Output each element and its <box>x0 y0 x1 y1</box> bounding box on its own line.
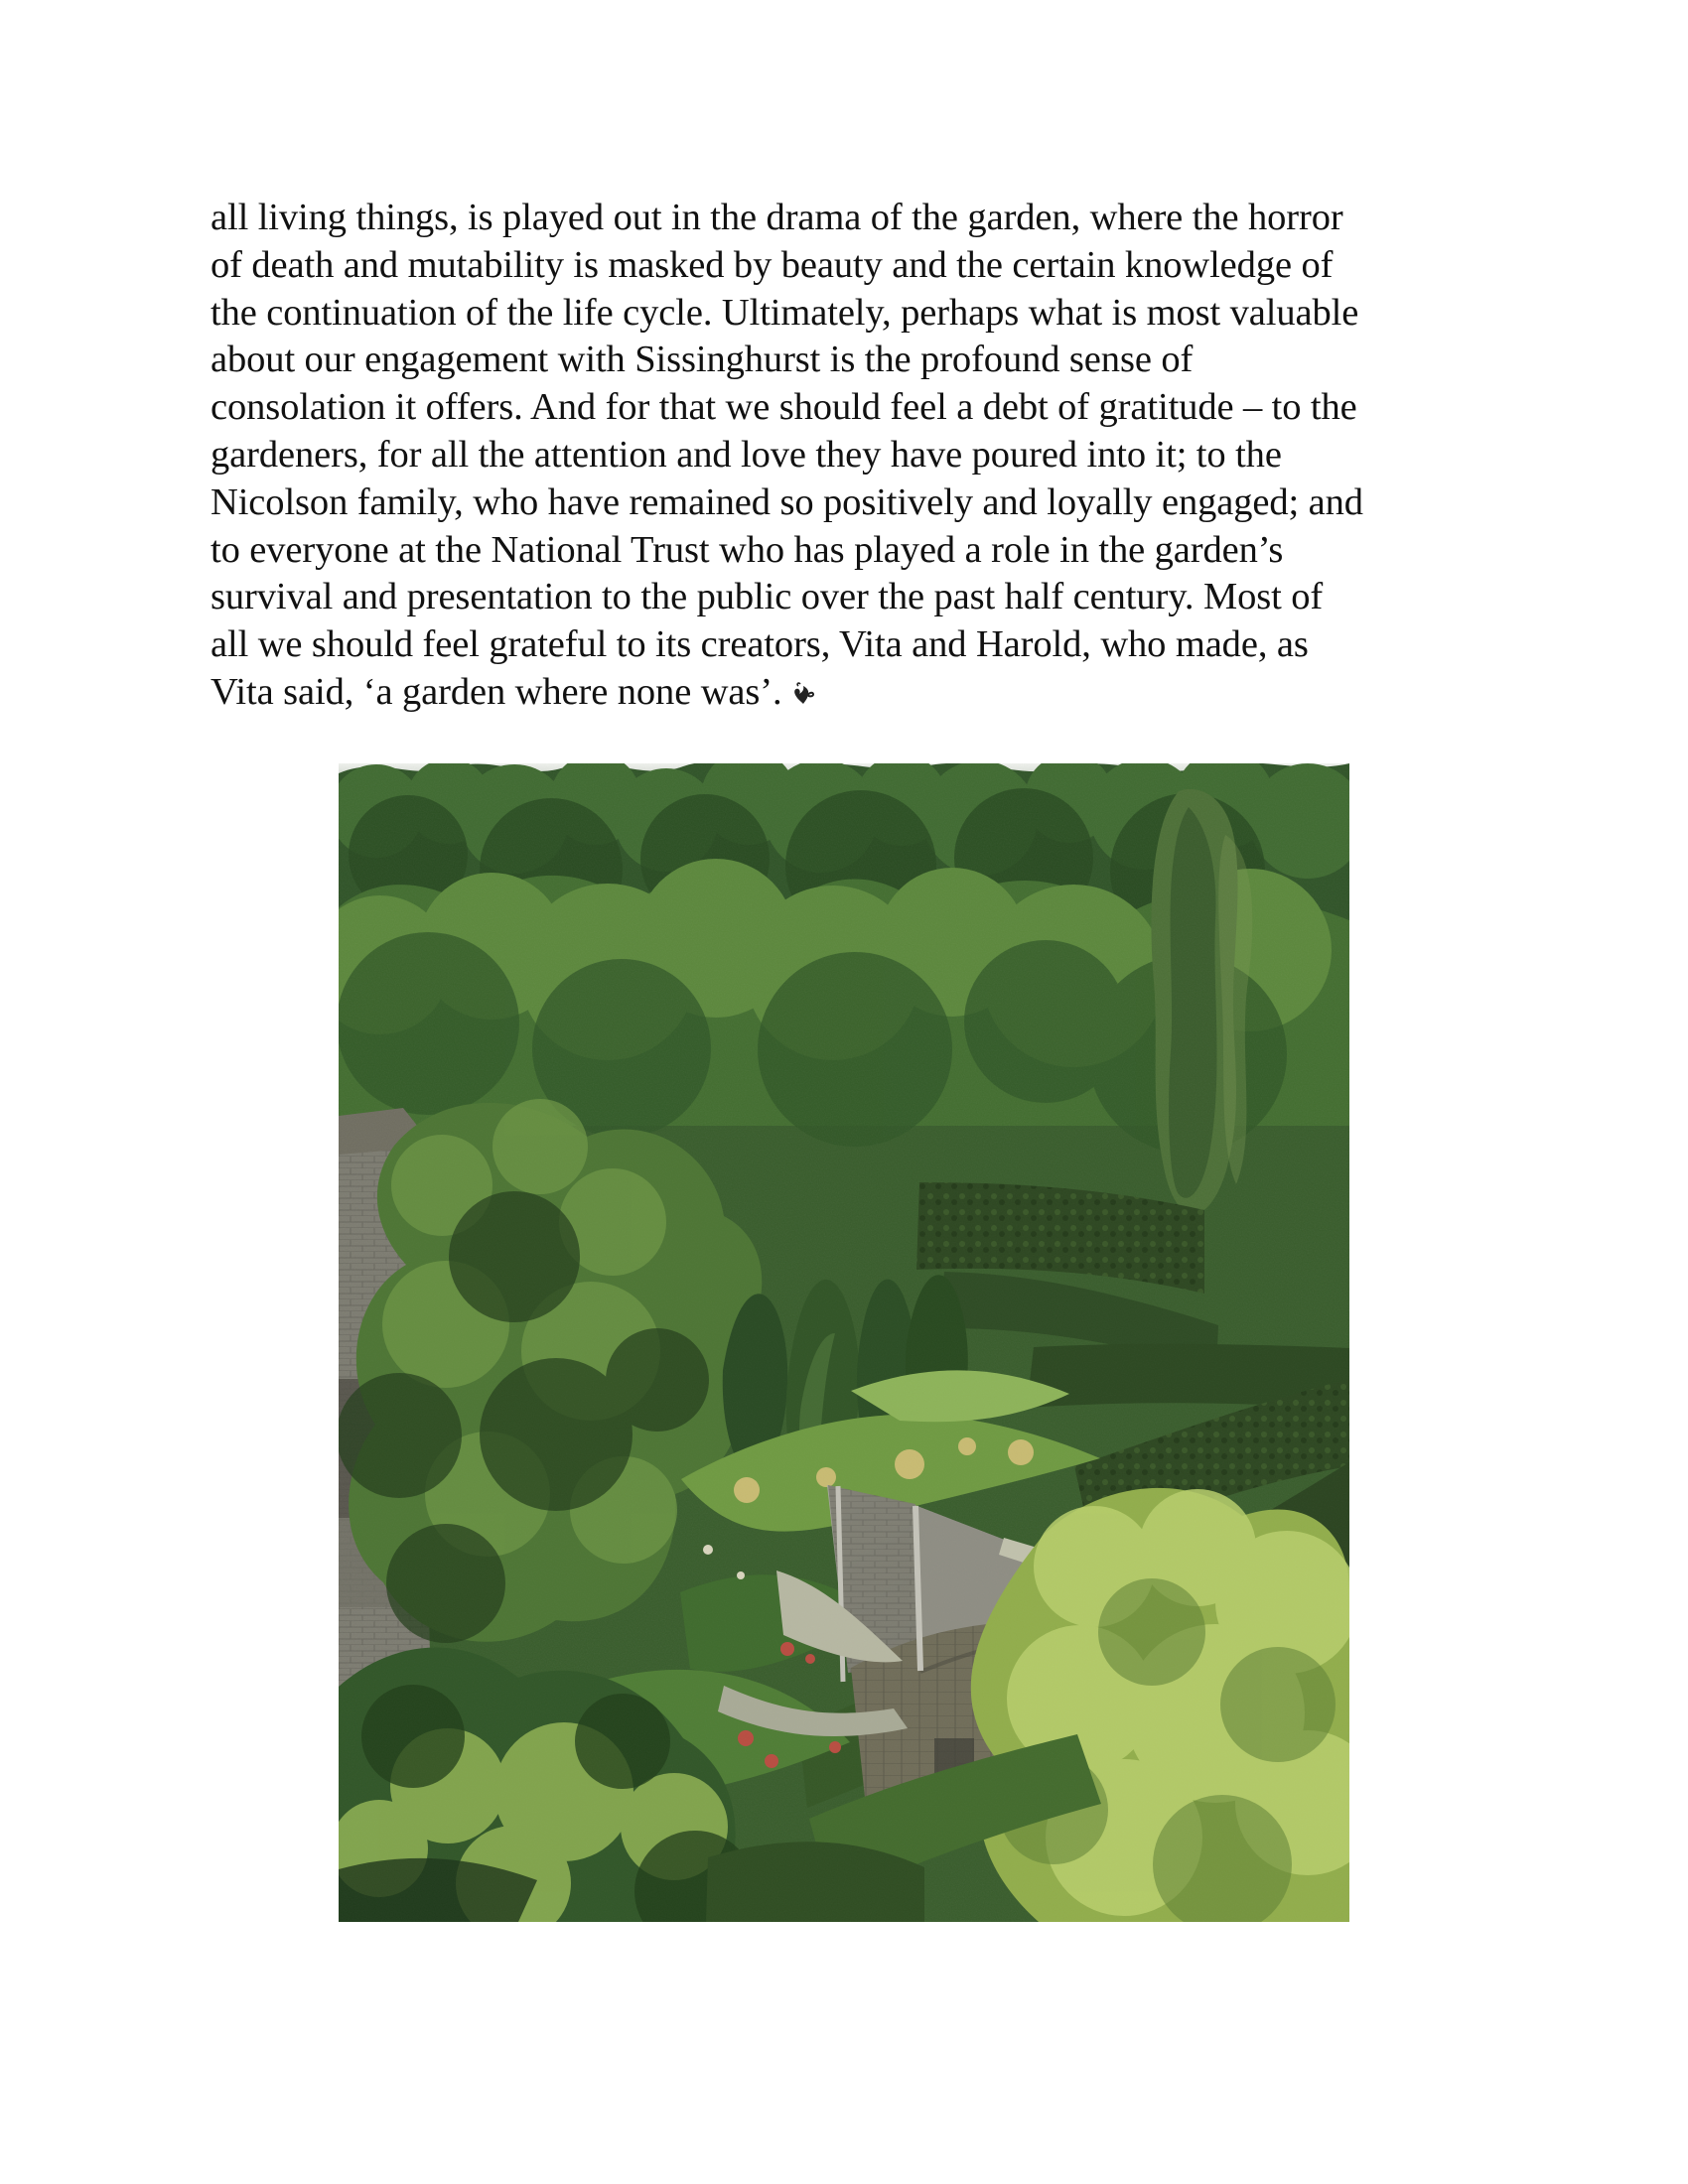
body-paragraph <box>211 195 1491 717</box>
paragraph-line: Nicolson family, who have remained so positively and loyally engaged; and <box>211 480 1363 523</box>
paragraph-line: all we should feel grateful to its creators, Vita and Harold, who made, as <box>211 623 1309 666</box>
paragraph-line: the continuation of the life cycle. Ultimately, perhaps what is most valuable <box>211 291 1359 334</box>
garden-photograph <box>339 763 1349 1922</box>
paragraph-line: all living things, is played out in the drama of the garden, where the horror <box>211 197 1343 238</box>
paragraph-line: consolation it offers. And for that we should feel a debt of gratitude – to the <box>211 386 1357 429</box>
paragraph-line: survival and presentation to the public over the past half century. Most of <box>211 576 1324 618</box>
fleuron-ornament-icon <box>790 681 816 707</box>
sissinghurst-garden-image <box>339 763 1349 1922</box>
paragraph-line: of death and mutability is masked by beauty and the certain knowledge of <box>211 243 1334 286</box>
paragraph-final-line <box>211 669 1491 717</box>
paragraph-line: to everyone at the National Trust who has played a role in the garden’s <box>211 528 1284 571</box>
paragraph-line: Vita said, ‘a garden where none was’. <box>211 670 782 713</box>
paragraph-line: about our engagement with Sissinghurst is the profound sense of <box>211 339 1194 381</box>
paragraph-line: gardeners, for all the attention and love they have poured into it; to the <box>211 433 1282 476</box>
